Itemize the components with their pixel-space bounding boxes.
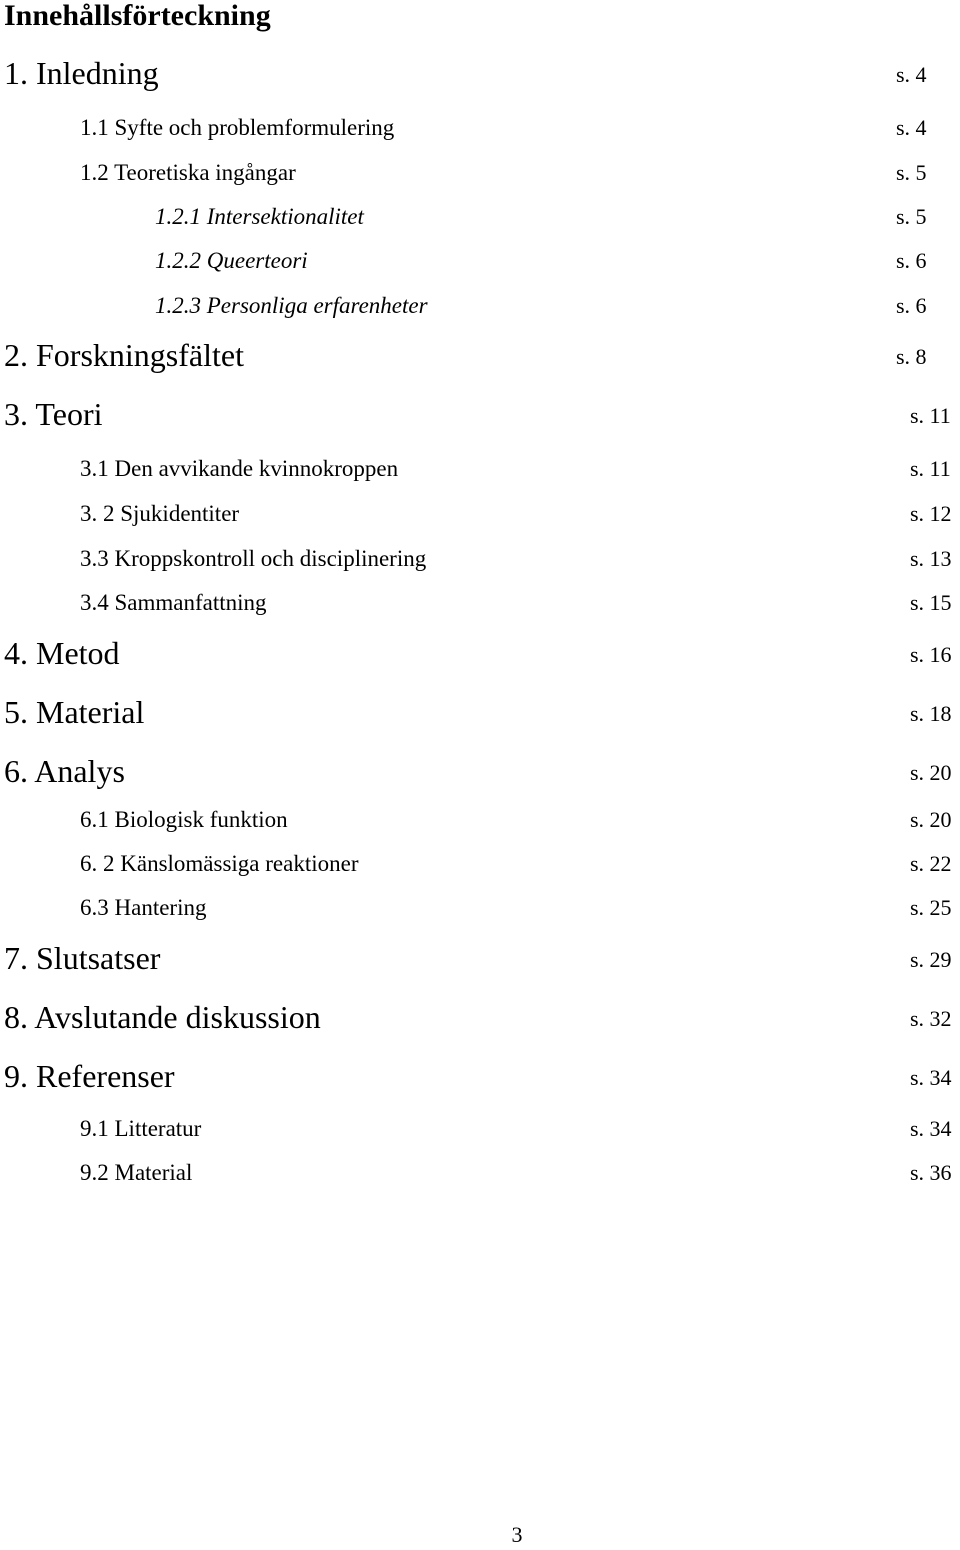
toc-entry-page: s. 5 xyxy=(896,204,927,229)
toc-entry-label: 6.3 Hantering xyxy=(80,895,207,920)
toc-entry-label: 1.2.2 Queerteori xyxy=(155,248,308,273)
toc-entry-page: s. 29 xyxy=(910,947,952,972)
toc-entry-page: s. 6 xyxy=(896,248,927,273)
toc-entry-page: s. 4 xyxy=(896,62,927,87)
toc-entry-page: s. 16 xyxy=(910,642,952,667)
toc-entry-slutsatser[interactable] xyxy=(0,936,960,980)
toc-entry-page: s. 8 xyxy=(896,344,927,369)
toc-entry-hantering[interactable] xyxy=(0,890,960,926)
toc-entry-sammanfattning[interactable] xyxy=(0,585,960,621)
toc-entry-label: 9.1 Litteratur xyxy=(80,1116,202,1141)
toc-entry-label: 1. Inledning xyxy=(4,55,159,91)
toc-entry-label: 6. 2 Känslomässiga reaktioner xyxy=(80,851,359,876)
toc-entry-queerteori[interactable] xyxy=(0,243,960,279)
toc-entry-page: s. 18 xyxy=(910,701,952,726)
toc-entry-page: s. 12 xyxy=(910,501,952,526)
toc-entry-label: 9.2 Material xyxy=(80,1160,193,1185)
toc-entry-label: 7. Slutsatser xyxy=(4,940,161,976)
toc-entry-page: s. 4 xyxy=(896,115,927,140)
toc-entry-label: 6. Analys xyxy=(4,753,125,789)
toc-entry-syfte[interactable] xyxy=(0,110,960,146)
toc-entry-metod[interactable] xyxy=(0,631,960,675)
toc-entry-avvikande-kvinnokroppen[interactable] xyxy=(0,451,960,487)
toc-entry-label: 5. Material xyxy=(4,694,145,730)
toc-entry-page: s. 11 xyxy=(910,456,951,481)
toc-entry-litteratur[interactable] xyxy=(0,1111,960,1147)
toc-entry-label: 3.1 Den avvikande kvinnokroppen xyxy=(80,456,399,481)
toc-entry-teori[interactable] xyxy=(0,392,960,436)
toc-entry-teoretiska-ingangar[interactable] xyxy=(0,155,960,191)
toc-entry-page: s. 20 xyxy=(910,760,952,785)
toc-entry-page: s. 34 xyxy=(910,1116,952,1141)
toc-entry-label: 1.2.3 Personliga erfarenheter xyxy=(155,293,428,318)
toc-entry-kanslomassiga-reaktioner[interactable] xyxy=(0,846,960,882)
toc-entry-label: 3.3 Kroppskontroll och disciplinering xyxy=(80,546,427,571)
toc-entry-label: 3.4 Sammanfattning xyxy=(80,590,267,615)
toc-entry-label: 2. Forskningsfältet xyxy=(4,337,244,373)
toc-entry-material[interactable] xyxy=(0,690,960,734)
toc-entry-avslutande-diskussion[interactable] xyxy=(0,995,960,1039)
toc-entry-forskningsfaltet[interactable] xyxy=(0,333,960,377)
toc-entry-label: 8. Avslutande diskussion xyxy=(4,999,321,1035)
toc-entry-personliga-erfarenheter[interactable] xyxy=(0,288,960,324)
toc-entry-page: s. 15 xyxy=(910,590,952,615)
toc-entry-label: 1.2 Teoretiska ingångar xyxy=(80,160,296,185)
toc-entry-page: s. 5 xyxy=(896,160,927,185)
toc-entry-analys[interactable] xyxy=(0,749,960,793)
toc-entry-label: 1.1 Syfte och problemformulering xyxy=(80,115,395,140)
toc-entry-label: 6.1 Biologisk funktion xyxy=(80,807,288,832)
toc-entry-page: s. 34 xyxy=(910,1065,952,1090)
toc-entry-page: s. 22 xyxy=(910,851,952,876)
toc-entry-sjukidentiter[interactable] xyxy=(0,496,960,532)
toc-entry-page: s. 13 xyxy=(910,546,952,571)
toc-entry-label: 1.2.1 Intersektionalitet xyxy=(155,204,364,229)
toc-entry-page: s. 32 xyxy=(910,1006,952,1031)
toc-entry-label: 9. Referenser xyxy=(4,1058,175,1094)
toc-entry-page: s. 6 xyxy=(896,293,927,318)
toc-entry-label: 3. 2 Sjukidentiter xyxy=(80,501,240,526)
toc-entry-label: 4. Metod xyxy=(4,635,120,671)
toc-entry-referenser[interactable] xyxy=(0,1054,960,1098)
toc-entry-label: 3. Teori xyxy=(4,396,103,432)
toc-entry-biologisk-funktion[interactable] xyxy=(0,802,960,838)
toc-entry-page: s. 25 xyxy=(910,895,952,920)
toc-entry-page: s. 36 xyxy=(910,1160,952,1185)
toc-entry-inledning[interactable] xyxy=(0,51,960,95)
toc-entry-intersektionalitet[interactable] xyxy=(0,199,960,235)
toc-entry-page: s. 11 xyxy=(910,403,951,428)
toc-entry-page: s. 20 xyxy=(910,807,952,832)
document-title: Innehållsförteckning xyxy=(4,0,271,32)
page-number: 3 xyxy=(511,1522,523,1547)
toc-entry-ref-material[interactable] xyxy=(0,1155,960,1191)
toc-entry-kroppskontroll[interactable] xyxy=(0,541,960,577)
